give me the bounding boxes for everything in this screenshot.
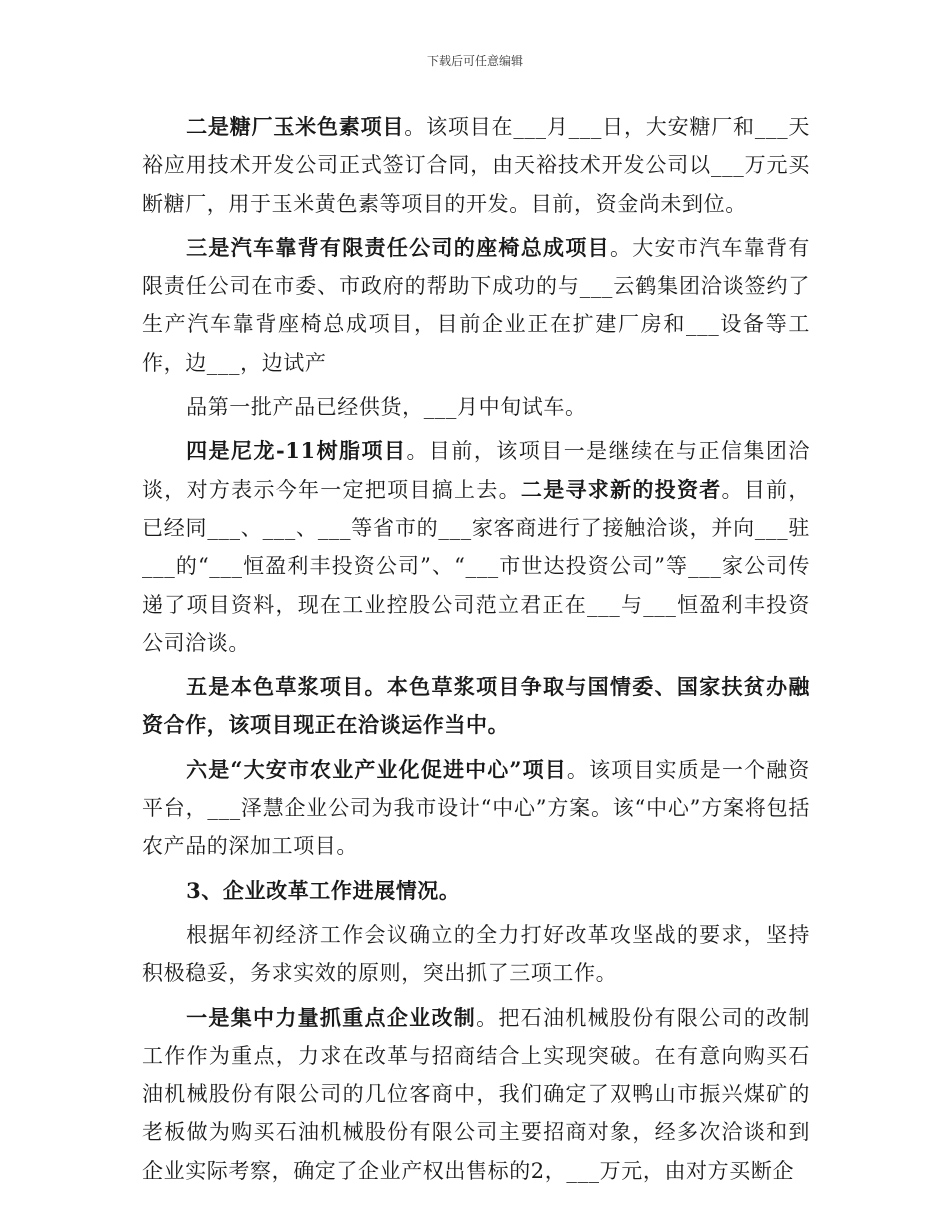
body-text: 。目前，已经同___、___、___等省市的___家客商进行了接触洽谈，并向___驻___的“___恒盈利丰投资公司”、“___市世达投资公司”等___家公司传递了项目资料，现在工业控股公司范立君正在___与___恒盈利丰投资公司洽谈。 [142,477,810,655]
body-text: 。把石油机械股份有限公司的改制工作作为重点，力求在改革与招商结合上实现突破。在有意向购买石油机械股份有限公司的几位客商中，我们确定了双鸭山市振兴煤矿的老板做为购买石油机械股份有限公司主要招商对象，经多次洽谈和到企业实际考察，确定了企业产权出售标的2，___万元，由对方买断企 [142,1005,810,1183]
body-text: 根据年初经济工作会议确立的全力打好改革攻坚战的要求，坚持积极稳妥，务求实效的原则，突出抓了三项工作。 [142,922,810,986]
paragraph [142,432,810,662]
body-text: 。该项目在___月___日，大安糖厂和___天裕应用技术开发公司正式签订合同，由天裕技术开发公司以___万元买断糖厂，用于玉米黄色素等项目的开发。目前，资金尚未到位。 [142,115,810,216]
paragraph [142,872,810,910]
bold-text: 二是糖厂玉米色素项目 [186,114,405,139]
body-text: 。大安市汽车靠背有限责任公司在市委、市政府的帮助下成功的与___云鹤集团洽谈签约了生产汽车靠背座椅总成项目，目前企业正在扩建厂房和___设备等工作，边___，边试产 [142,235,810,375]
bold-text: 五是本色草浆项目。本色草浆项目争取与国情委、国家扶贫办融资合作，该项目现正在洽谈运作当中。 [142,674,810,738]
paragraph [142,388,810,426]
bold-text: 六是“大安市农业产业化促进中心”项目 [186,756,567,782]
document-body [142,108,810,1190]
bold-text: 二是寻求新的投资者 [520,476,722,502]
body-text: 。该项目实质是一个融资平台，___泽慧企业公司为我市设计“中心”方案。该“中心”方案将包括农产品的深加工项目。 [142,757,810,859]
paragraph [142,668,810,745]
bold-text: 3、企业改革工作进展情况。 [186,877,461,903]
body-text: 品第一批产品已经供货，___月中旬试车。 [186,395,587,420]
paragraph [142,108,810,223]
page-header: 下载后可任意编辑 [426,54,523,68]
bold-text: 三是汽车靠背有限责任公司的座椅总成项目 [186,234,610,260]
bold-text: 四是尼龙-11树脂项目 [186,438,407,464]
paragraph [142,229,810,382]
body-text: 。目前，该项目一是继续在与正信集团洽谈，对方表示今年一定把项目搞上去。 [142,439,810,502]
paragraph [142,916,810,993]
paragraph [142,751,810,866]
paragraph [142,999,810,1190]
bold-text: 一是集中力量抓重点企业改制 [186,1004,477,1030]
